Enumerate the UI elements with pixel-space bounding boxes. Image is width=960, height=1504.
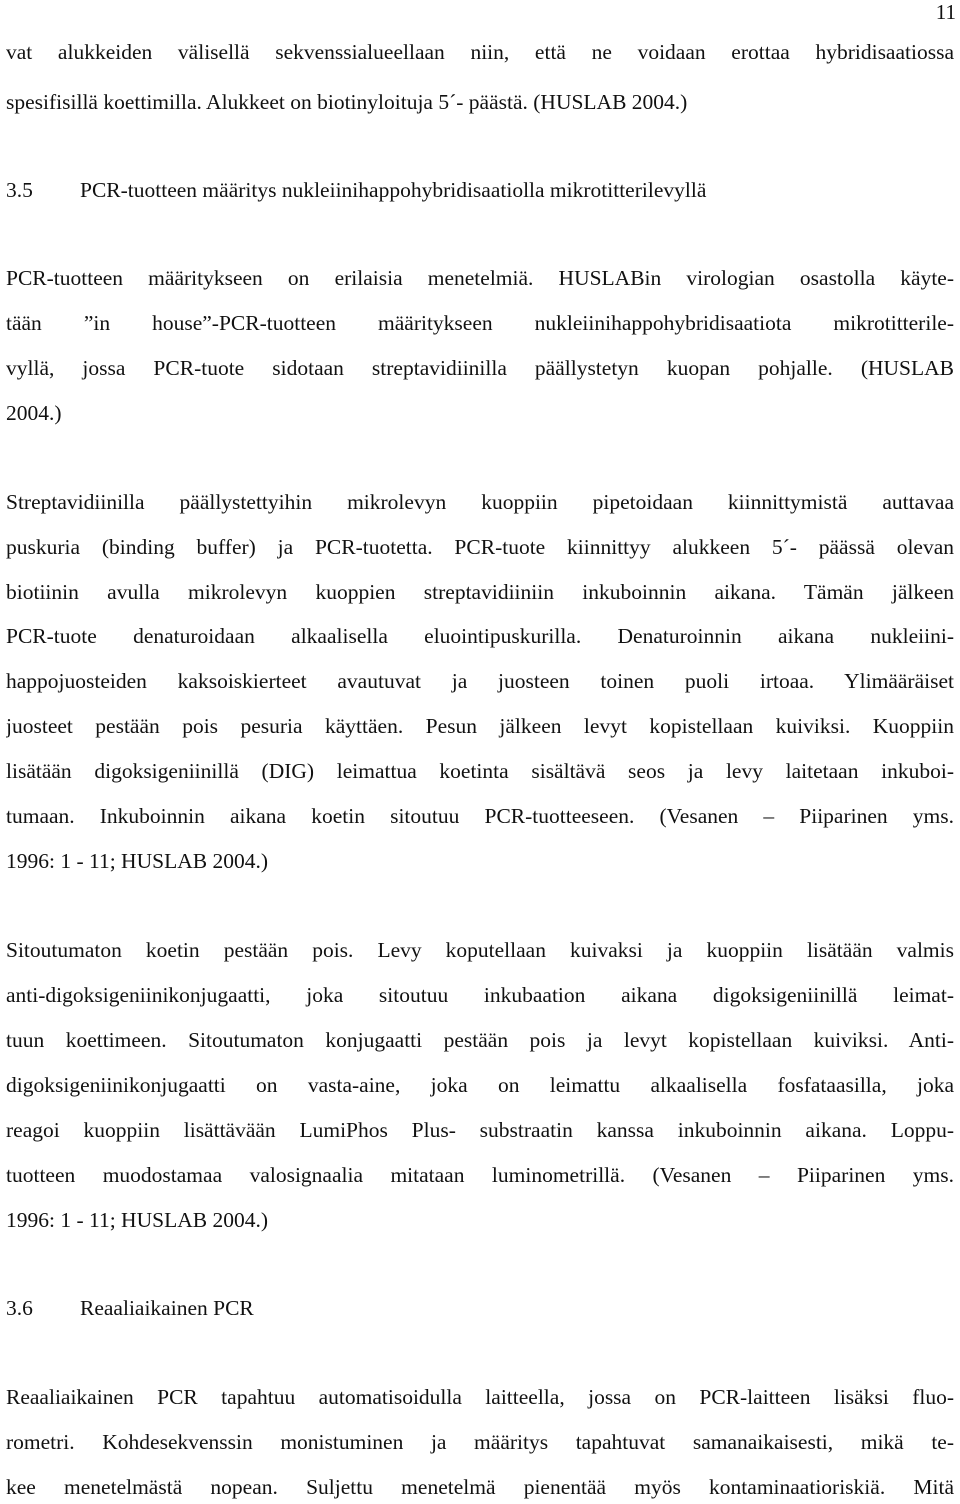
text-line: 2004.) [6, 401, 62, 425]
text-line: rometri. Kohdesekvenssin monistuminen ja määritys tapahtuvat samanaikaisesti, mikä te- [6, 1430, 954, 1454]
text-line: digoksigeniinikonjugaatti on vasta-aine, joka on leimattu alkaalisella fosfataasilla, joka [6, 1073, 954, 1097]
text-line: puskuria (binding buffer) ja PCR-tuotetta. PCR-tuote kiinnittyy alukkeen 5´- päässä olevan [6, 535, 954, 559]
text-line: reagoi kuoppiin lisättävään LumiPhos Plus- substraatin kanssa inkuboinnin aikana. Loppu- [6, 1118, 954, 1142]
text-line: PCR-tuote denaturoidaan alkaalisella eluointipuskurilla. Denaturoinnin aikana nukleiini- [6, 624, 954, 648]
text-line: vat alukkeiden välisellä sekvenssialueellaan niin, että ne voidaan erottaa hybridisaatiossa [6, 40, 954, 64]
text-line: Reaaliaikainen PCR tapahtuu automatisoidulla laitteella, jossa on PCR-laitteen lisäksi fluo- [6, 1385, 954, 1409]
text-line: kee menetelmästä nopean. Suljettu menetelmä pienentää myös kontaminaatioriskiä. Mitä [6, 1475, 954, 1499]
text-line: 1996: 1 - 11; HUSLAB 2004.) [6, 849, 268, 873]
section-number: 3.6 [6, 1296, 33, 1320]
text-line: tuotteen muodostamaa valosignaalia mitataan luminometrillä. (Vesanen – Piiparinen yms. [6, 1163, 954, 1187]
section-heading-3-6 [6, 1295, 254, 1321]
text-line: lisätään digoksigeniinillä (DIG) leimattua koetinta sisältävä seos ja levy laitetaan inkuboi- [6, 759, 954, 783]
section-number: 3.5 [6, 178, 33, 202]
text-line: juosteet pestään pois pesuria käyttäen. Pesun jälkeen levyt kopistellaan kuiviksi. Kuoppiin [6, 714, 954, 738]
text-line: tumaan. Inkuboinnin aikana koetin sitoutuu PCR-tuotteeseen. (Vesanen – Piiparinen yms. [6, 804, 954, 828]
text-line: biotiinin avulla mikrolevyn kuoppien streptavidiiniin inkuboinnin aikana. Tämän jälkeen [6, 580, 954, 604]
text-line: Sitoutumaton koetin pestään pois. Levy koputellaan kuivaksi ja kuoppiin lisätään valmis [6, 938, 954, 962]
text-line: PCR-tuotteen määritykseen on erilaisia menetelmiä. HUSLABin virologian osastolla käyte- [6, 266, 954, 290]
text-line: vyllä, jossa PCR-tuote sidotaan streptavidiinilla päällystetyn kuopan pohjalle. (HUSLAB [6, 356, 954, 380]
text-line: tään ”in house”-PCR-tuotteen määritykseen nukleiinihappohybridisaatiota mikrotitterile- [6, 311, 954, 335]
text-line: happojuosteiden kaksoiskierteet avautuvat ja juosteen toinen puoli irtoaa. Ylimääräiset [6, 669, 954, 693]
text-line: Streptavidiinilla päällystettyihin mikrolevyn kuoppiin pipetoidaan kiinnittymistä auttavaa [6, 490, 954, 514]
text-line: anti-digoksigeniinikonjugaatti, joka sitoutuu inkubaation aikana digoksigeniinillä leimat- [6, 983, 954, 1007]
text-line: 1996: 1 - 11; HUSLAB 2004.) [6, 1208, 268, 1232]
page-number: 11 [935, 0, 956, 24]
text-line: spesifisillä koettimilla. Alukkeet on biotinyloituja 5´- päästä. (HUSLAB 2004.) [6, 90, 688, 114]
section-title: Reaaliaikainen PCR [80, 1296, 254, 1320]
section-heading-3-5 [6, 177, 706, 203]
text-line: tuun koettimeen. Sitoutumaton konjugaatti pestään pois ja levyt kopistellaan kuiviksi. Anti- [6, 1028, 954, 1052]
section-title: PCR-tuotteen määritys nukleiinihappohybridisaatiolla mikrotitterilevyllä [80, 178, 707, 202]
